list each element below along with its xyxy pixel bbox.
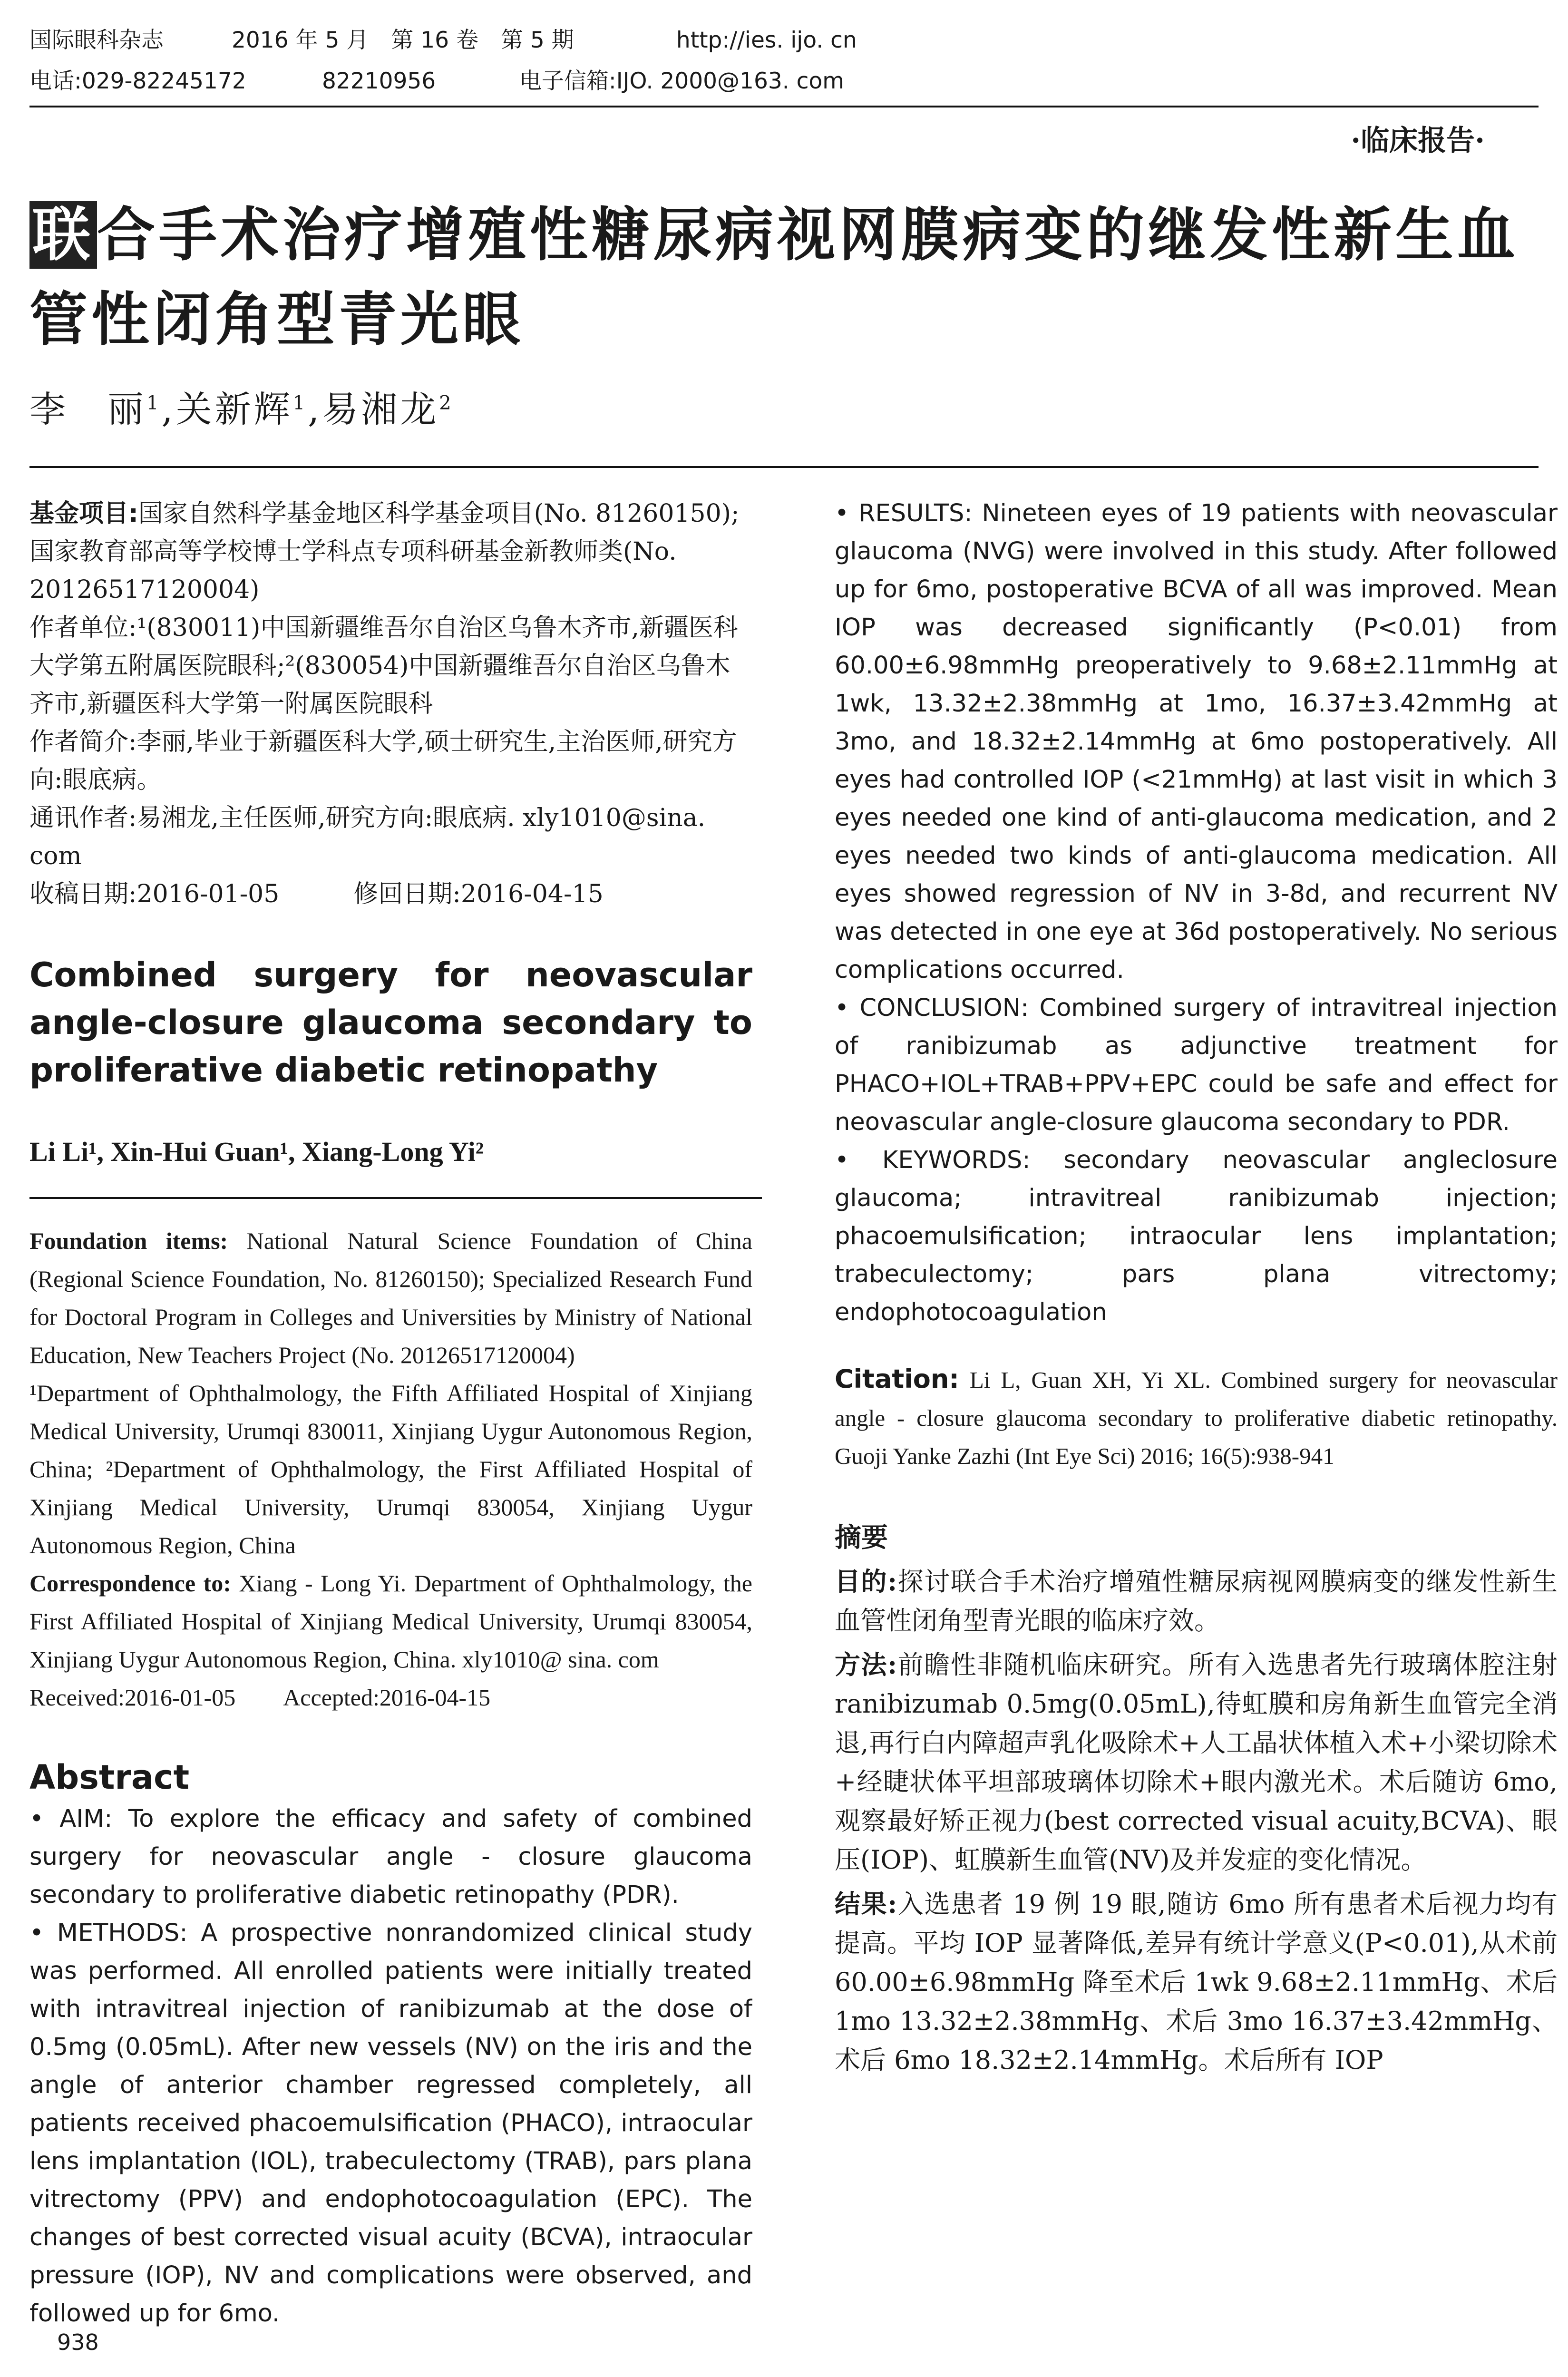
journal-name: 国际眼科杂志 xyxy=(29,27,164,53)
abstract-conclusion: • CONCLUSION: Combined surgery of intravitreal injection of ranibizumab as adjunctive treatment for PHACO+IOL+TRAB+PPV+EPC could be safe and effect for neovascular angle-closure glaucoma secondary to PDR. xyxy=(835,994,1558,1136)
title-rest: 合手术治疗增殖性糖尿病视网膜病变的继发性新生血管性闭角型青光眼 xyxy=(29,201,1519,353)
received-date-cn xyxy=(29,875,752,913)
english-title-divider xyxy=(29,1197,762,1199)
meta-label: 通讯作者: xyxy=(29,804,137,832)
abstract-keywords: • KEYWORDS: secondary neovascular angleclosure glaucoma; intravitreal ranibizumab injection; phacoemulsification; intraocular lens implantation; trabeculectomy; pars plana vitrectomy; endophotocoagulation xyxy=(835,1146,1558,1326)
cn-abs-text: 探讨联合手术治疗增殖性糖尿病视网膜病变的继发性新生血管性闭角型青光眼的临床疗效。 xyxy=(835,1567,1558,1636)
cn-abstract-aim xyxy=(835,1562,1558,1640)
meta-text: 易湘龙,主任医师,研究方向:眼底病. xly1010@sina. com xyxy=(29,804,706,870)
cn-abs-label: 目的: xyxy=(835,1566,897,1597)
journal-phone: 电话:029-82245172 xyxy=(29,68,246,94)
cn-abs-text: 前瞻性非随机临床研究。所有入选患者先行玻璃体腔注射 ranibizumab 0.5mg(0.05mL),待虹膜和房角新生血管完全消退,再行白内障超声乳化吸除术+人工晶状体植入术+小梁切除术+经睫状体平坦部玻璃体切除术+眼内激光术。术后随访 6mo,观察最好矫正视力(best corrected visual acuity,BCVA)、眼压(IOP)、虹膜新生血管(NV)及并发症的变化情况。 xyxy=(835,1650,1558,1875)
right-column xyxy=(835,495,1558,2080)
journal-header xyxy=(29,20,1551,102)
citation xyxy=(835,1360,1558,1475)
meta-label: Correspondence to: xyxy=(29,1570,231,1597)
abstract-results: • RESULTS: Nineteen eyes of 19 patients with neovascular glaucoma (NVG) were involved in this study. After followed up for 6mo, postoperative BCVA of all was improved. Mean IOP was decreased significantly (P<0.01) from 60.00±6.98mmHg preoperatively to 9.68±2.11mmHg at 1wk, 13.32±2.38mmHg at 1mo, 16.37±3.42mmHg at 3mo, and 18.32±2.14mmHg at 6mo postoperatively. All eyes had controlled IOP (<21mmHg) at last visit in which 3 eyes needed one kind of anti-glaucoma medication, and 2 eyes needed two kinds of anti-glaucoma medication. All eyes showed regression of NV in 3-8d, and recurrent NV was detected in one eye at 36d postoperatively. No serious complications occurred. xyxy=(835,499,1558,984)
received-en: Received:2016-01-05 Accepted:2016-04-15 xyxy=(29,1684,491,1711)
meta-text: 李丽,毕业于新疆医科大学,硕士研究生,主治医师,研究方向:眼底病。 xyxy=(29,728,737,794)
article-category: ·临床报告· xyxy=(1351,124,1485,157)
author-name: 关新辉 xyxy=(175,388,293,430)
author-affil: 1 xyxy=(292,392,308,414)
meta-text: Xiang - Long Yi. Department of Ophthalmology, the First Affiliated Hospital of Xinjiang Medical University, Urumqi 830054, Xinjiang Uygur Autonomous Region, China. xly1010@ sina. com xyxy=(29,1570,752,1673)
journal-url[interactable]: http://ies. ijo. cn xyxy=(676,27,857,53)
english-authors: Li Li¹, Xin-Hui Guan¹, Xiang-Long Yi² xyxy=(29,1136,484,1167)
cn-abstract-heading: 摘要 xyxy=(835,1522,888,1553)
author-affil: 1 xyxy=(146,392,162,414)
author-affil: 2 xyxy=(439,392,454,414)
meta-text: National Natural Science Foundation of China (Regional Science Foundation, No. 81260150); Specialized Research Fund for Doctoral Program in Colleges and Universities by Ministry of National Education, New Teachers Project (No. 20126517120004) xyxy=(29,1227,753,1368)
abstract-heading: Abstract xyxy=(29,1758,190,1797)
article-title xyxy=(29,193,1542,362)
foundation-en xyxy=(29,1222,752,1374)
citation-label: Citation: xyxy=(835,1364,959,1394)
correspondence-cn xyxy=(29,799,752,875)
left-column xyxy=(29,495,752,2333)
author-bio-cn xyxy=(29,723,752,799)
header-divider xyxy=(29,106,1539,107)
journal-phone2: 82210956 xyxy=(321,68,436,94)
abstract-methods: • METHODS: A prospective nonrandomized clinical study was performed. All enrolled patients were initially treated with intravitreal injection of ranibizumab at the dose of 0.5mg (0.05mL). After new vessels (NV) on the iris and the angle of anterior chamber regressed completely, all patients received phacoemulsification (PHACO), intraocular lens implantation (IOL), trabeculectomy (TRAB), pars plana vitrectomy (PPV) and endophotocoagulation (EPC). The changes of best corrected visual acuity (BCVA), intraocular pressure (IOP), NV and complications were observed, and followed up for 6mo. xyxy=(29,1919,752,2328)
journal-issue: 2016 年 5 月 第 16 卷 第 5 期 xyxy=(231,27,574,53)
title-first-char: 联 xyxy=(29,201,97,269)
meta-label: 收稿日期: xyxy=(29,880,137,908)
english-title: Combined surgery for neovascular angle-closure glaucoma secondary to proliferative diabetic retinopathy xyxy=(29,955,752,1090)
meta-label: 作者单位: xyxy=(29,614,137,642)
meta-text: 国家自然科学基金地区科学基金项目(No. 81260150);国家教育部高等学校博士学科点专项科研基金新教师类(No. 20126517120004) xyxy=(29,499,740,604)
citation-text: Li L, Guan XH, Yi XL. Combined surgery for neovascular angle - closure glaucoma secondary to proliferative diabetic retinopathy. Guoji Yanke Zazhi (Int Eye Sci) 2016; 16(5):938-941 xyxy=(835,1367,1558,1469)
meta-label: 作者简介: xyxy=(29,728,137,756)
abstract-aim: • AIM: To explore the efficacy and safety of combined surgery for neovascular angle - closure glaucoma secondary to proliferative diabetic retinopathy (PDR). xyxy=(29,1805,752,1909)
affiliation-en: ¹Department of Ophthalmology, the Fifth Affiliated Hospital of Xinjiang Medical University, Urumqi 830011, Xinjiang Uygur Autonomous Region, China; ²Department of Ophthalmology, the First Affiliated Hospital of Xinjiang Medical University, Urumqi 830054, Xinjiang Uygur Autonomous Region, China xyxy=(29,1380,752,1559)
meta-label: 基金项目: xyxy=(29,499,138,528)
page-number: 938 xyxy=(57,2329,99,2355)
cn-abs-label: 结果: xyxy=(835,1889,897,1919)
foundation-cn xyxy=(29,495,752,609)
meta-label: Foundation items: xyxy=(29,1227,228,1254)
meta-text: ¹(830011)中国新疆维吾尔自治区乌鲁木齐市,新疆医科大学第五附属医院眼科;²(830054)中国新疆维吾尔自治区乌鲁木齐市,新疆医科大学第一附属医院眼科 xyxy=(29,614,738,718)
correspondence-en xyxy=(29,1564,752,1678)
cn-abs-text: 入选患者 19 例 19 眼,随访 6mo 所有患者术后视力均有提高。平均 IOP 显著降低,差异有统计学意义(P<0.01),从术前 60.00±6.98mmHg 降至术后 1wk 9.68±2.11mmHg、术后 1mo 13.32±2.38mmHg、术后 3mo 16.37±3.42mmHg、术后 6mo 18.32±2.14mmHg。术后所有 IOP xyxy=(835,1889,1558,2075)
author-name: 李 丽 xyxy=(29,388,146,430)
title-divider xyxy=(29,466,1539,468)
meta-text: 2016-01-05 修回日期:2016-04-15 xyxy=(136,880,604,908)
cn-abstract-methods xyxy=(835,1645,1558,1880)
cn-abstract-results xyxy=(835,1884,1558,2080)
author-name: 易湘龙 xyxy=(322,388,439,430)
cn-abs-label: 方法: xyxy=(835,1649,897,1680)
affiliation-cn xyxy=(29,609,752,723)
journal-email[interactable]: 电子信箱:IJO. 2000@163. com xyxy=(519,68,845,94)
authors-cn: 李 丽$^1$,关新辉$^1$,易湘龙$^2$ xyxy=(29,388,454,430)
